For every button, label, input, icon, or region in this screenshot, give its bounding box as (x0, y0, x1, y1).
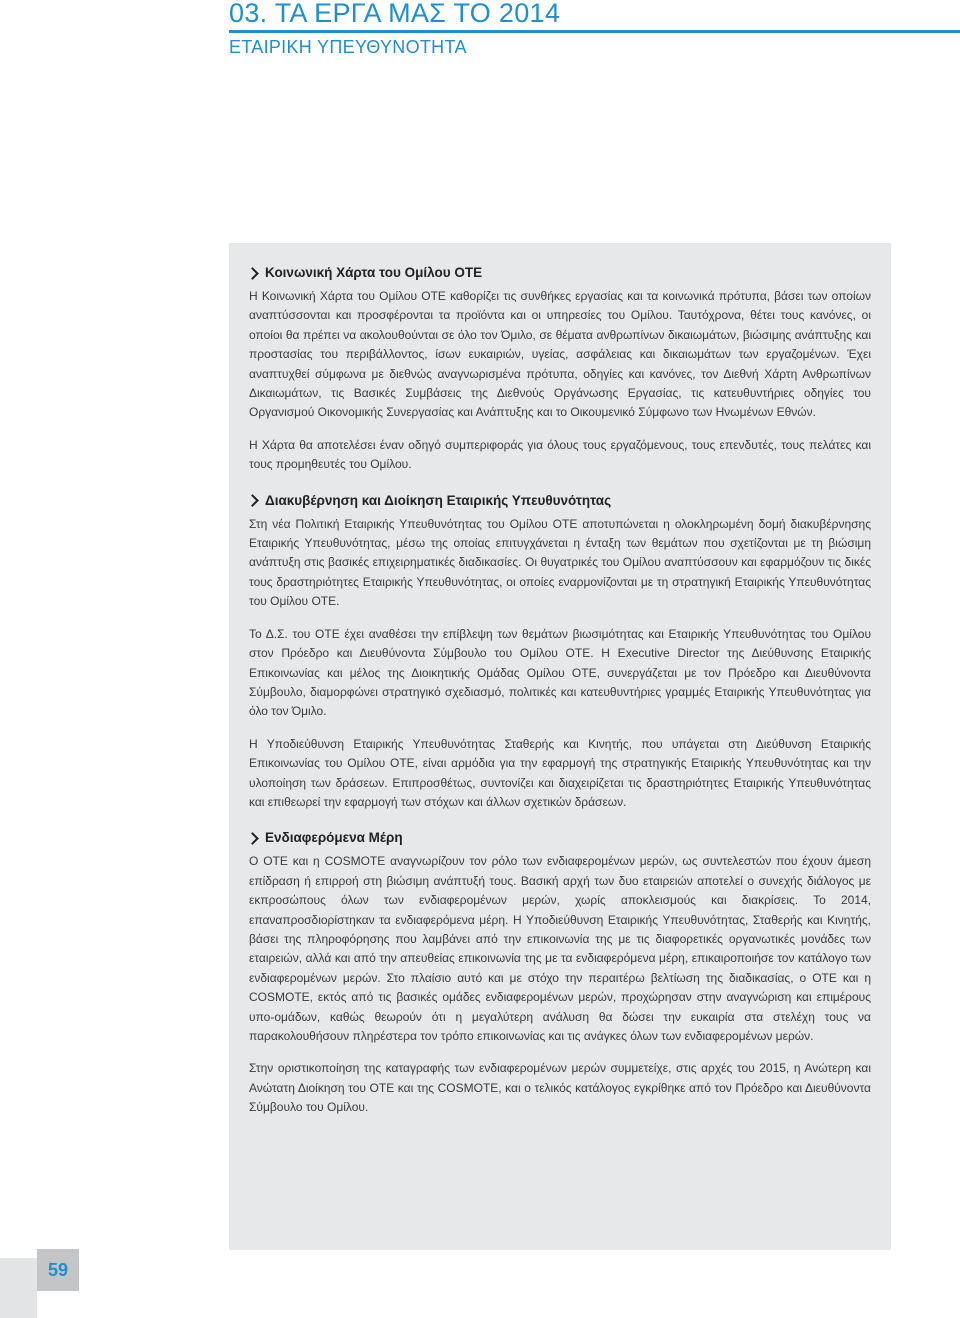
page-tab-decoration (0, 1258, 37, 1318)
paragraph: Ο ΟΤΕ και η COSMOTE αναγνωρίζουν τον ρόλο των ενδιαφερομένων μερών, ως συντελεστών που έχουν άμεση επίδραση ή επιρροή στη βιώσιμη ανάπτυξή τους. Βασική αρχή των δυο εταιρειών αποτελεί ο συνεχής διάλογος με εκπροσώπους όλων των ενδιαφερομένων μερών, χωρίς αποκλεισμούς και διακρίσεις. Το 2014, επαναπροσδιορίστηκαν τα ενδιαφερόμενα μέρη. Η Υποδιεύθυνση Εταιρικής Υπευθυνότητας, Σταθερής και Κινητής, βάσει της πληροφόρησης που λαμβάνει από την επικοινωνία της με τις διαφορετικές οργανωτικές μονάδες των εταιρειών, αλλά και από την απευθείας επικοινωνία της με τα ενδιαφερόμενα μέρη, επικαιροποιήσε τον κατάλογο των ενδιαφερομένων μερών. Στο πλαίσιο αυτό και με στόχο την περαιτέρω βελτίωση της διαδικασίας, ο ΟΤΕ και η COSMOTE, εκτός από τις βασικές ομάδες ενδιαφερομένων μερών, προχώρησαν στην αναγνώριση και επιμέρους υπο-ομάδων, καθώς θεωρούν ότι η μεγαλύτερη ανάλυση θα δώσει την ευκαιρία στα στελέχη τους να παρακολουθήσουν πληρέστερα τον τρόπο επικοινωνίας και τις ανάγκες όλων των ενδιαφερομένων μερών. (249, 854, 871, 1043)
chevron-right-icon (246, 494, 259, 507)
section-stakeholders (249, 828, 871, 1117)
paragraph: Η Χάρτα θα αποτελέσει έναν οδηγό συμπεριφοράς για όλους τους εργαζόμενους, τους επενδυτές, τους πελάτες και τους προμηθευτές του Ομίλου. (249, 437, 871, 472)
section-heading (249, 491, 871, 511)
paragraph: Στη νέα Πολιτική Εταιρικής Υπευθυνότητας του Ομίλου ΟΤΕ αποτυπώνεται η ολοκληρωμένη δομή διακυβέρνησης Εταιρικής Υπευθυνότητας, μέσω της οποίας επιτυγχάνεται η ένταξη των θεμάτων που σχετίζονται με τη βιώσιμη ανάπτυξη στις βασικές επιχειρηματικές διαδικασίες. Οι θυγατρικές του Ομίλου αναπτύσσουν και εφαρμόζουν τις δικές τους δραστηριότητες Εταιρικής Υπευθυνότητας, οι οποίες εναρμονίζονται με τη στρατηγική Εταιρικής Υπευθυνότητας του Ομίλου ΟΤΕ. (249, 516, 871, 609)
chevron-right-icon (246, 832, 259, 845)
chapter-title: 03. ΤΑ ΕΡΓΑ ΜΑΣ ΤΟ 2014 (229, 0, 561, 28)
section-heading-text: Διακυβέρνηση και Διοίκηση Εταιρικής Υπευθυνότητας (265, 492, 612, 508)
section-heading (249, 828, 871, 848)
content-body (249, 263, 871, 1118)
chevron-right-icon (246, 267, 259, 280)
section-social-charter (249, 263, 871, 475)
paragraph: Στην οριστικοποίηση της καταγραφής των ενδιαφερομένων μερών συμμετείχε, στις αρχές του 2015, η Ανώτερη και Ανώτατη Διοίκηση του ΟΤΕ και της COSMOTE, και ο τελικός κατάλογος εγκρίθηκε από τον Πρόεδρο και Διευθύνοντα Σύμβουλο του Ομίλου. (249, 1061, 871, 1115)
section-heading-text: Ενδιαφερόμενα Μέρη (265, 830, 403, 846)
content-panel (229, 243, 891, 1250)
section-heading-text: Κοινωνική Χάρτα του Ομίλου ΟΤΕ (265, 265, 483, 280)
section-governance (249, 491, 871, 813)
paragraph: Το Δ.Σ. του ΟΤΕ έχει αναθέσει την επίβλεψη των θεμάτων βιωσιμότητας και Εταιρικής Υπευθυνότητας του Ομίλου στον Πρόεδρο και Διευθύνοντα Σύμβουλο του Ομίλου ΟΤΕ. Η Executive Director της Διεύθυνσης Εταιρικής Επικοινωνίας και μέλος της Διοικητικής Ομάδας Ομίλου ΟΤΕ, συνεργάζεται με τον Πρόεδρο και Διευθύνοντα Σύμβουλο, διαμορφώνει στρατηγικό σχεδιασμό, πολιτικές και κατευθυντήριες γραμμές Εταιρικής Υπευθυνότητας για όλο τον Όμιλο. (249, 626, 871, 719)
section-subtitle: ΕΤΑΙΡΙΚΗ ΥΠΕΥΘΥΝΟΤΗΤΑ (229, 37, 467, 57)
paragraph: Η Κοινωνική Χάρτα του Ομίλου ΟΤΕ καθορίζει τις συνθήκες εργασίας και τα κοινωνικά πρότυπα, βάσει των οποίων αναπτύσσονται και προσφέρονται τα προϊόντα και οι υπηρεσίες του Ομίλου. Ταυτόχρονα, θέτει τους κανόνες, οι οποίοι θα πρέπει να ακολουθούνται σε όλο τον Όμιλο, σε θέματα ανθρωπίνων δικαιωμάτων, βιώσιμης ανάπτυξης και προστασίας του περιβάλλοντος, ίσων ευκαιριών, υγείας, ασφάλειας και δικαιωμάτων των εργαζομένων. Έχει αναπτυχθεί σύμφωνα με διεθνώς αναγνωρισμένα πρότυπα, οδηγίες και κανόνες, τον Διεθνή Χάρτη Ανθρωπίνων Δικαιωμάτων, τις Βασικές Συμβάσεις της Διεθνούς Οργάνωσης Εργασίας, τις κατευθυντήριες οδηγίες του Οργανισμού Οικονομικής Συνεργασίας και Ανάπτυξης και το Οικουμενικό Σύμφωνο των Ηνωμένων Εθνών. (249, 289, 871, 420)
page-number: 59 (47, 1259, 69, 1280)
title-divider (229, 30, 960, 33)
section-heading (249, 263, 871, 283)
paragraph: Η Υποδιεύθυνση Εταιρικής Υπευθυνότητας Σταθερής και Κινητής, που υπάγεται στη Διεύθυνση Εταιρικής Επικοινωνίας του Ομίλου ΟΤΕ, είναι αρμόδια για την εφαρμογή της στρατηγικής Εταιρικής Υπευθυνότητας και την υλοποίηση των δράσεων. Επιπροσθέτως, συντονίζει και διαχειρίζεται τις δραστηριότητες Εταιρικής Υπευθυνότητας και επιθεωρεί την εφαρμογή των στόχων και άλλων σχετικών δράσεων. (249, 736, 871, 809)
